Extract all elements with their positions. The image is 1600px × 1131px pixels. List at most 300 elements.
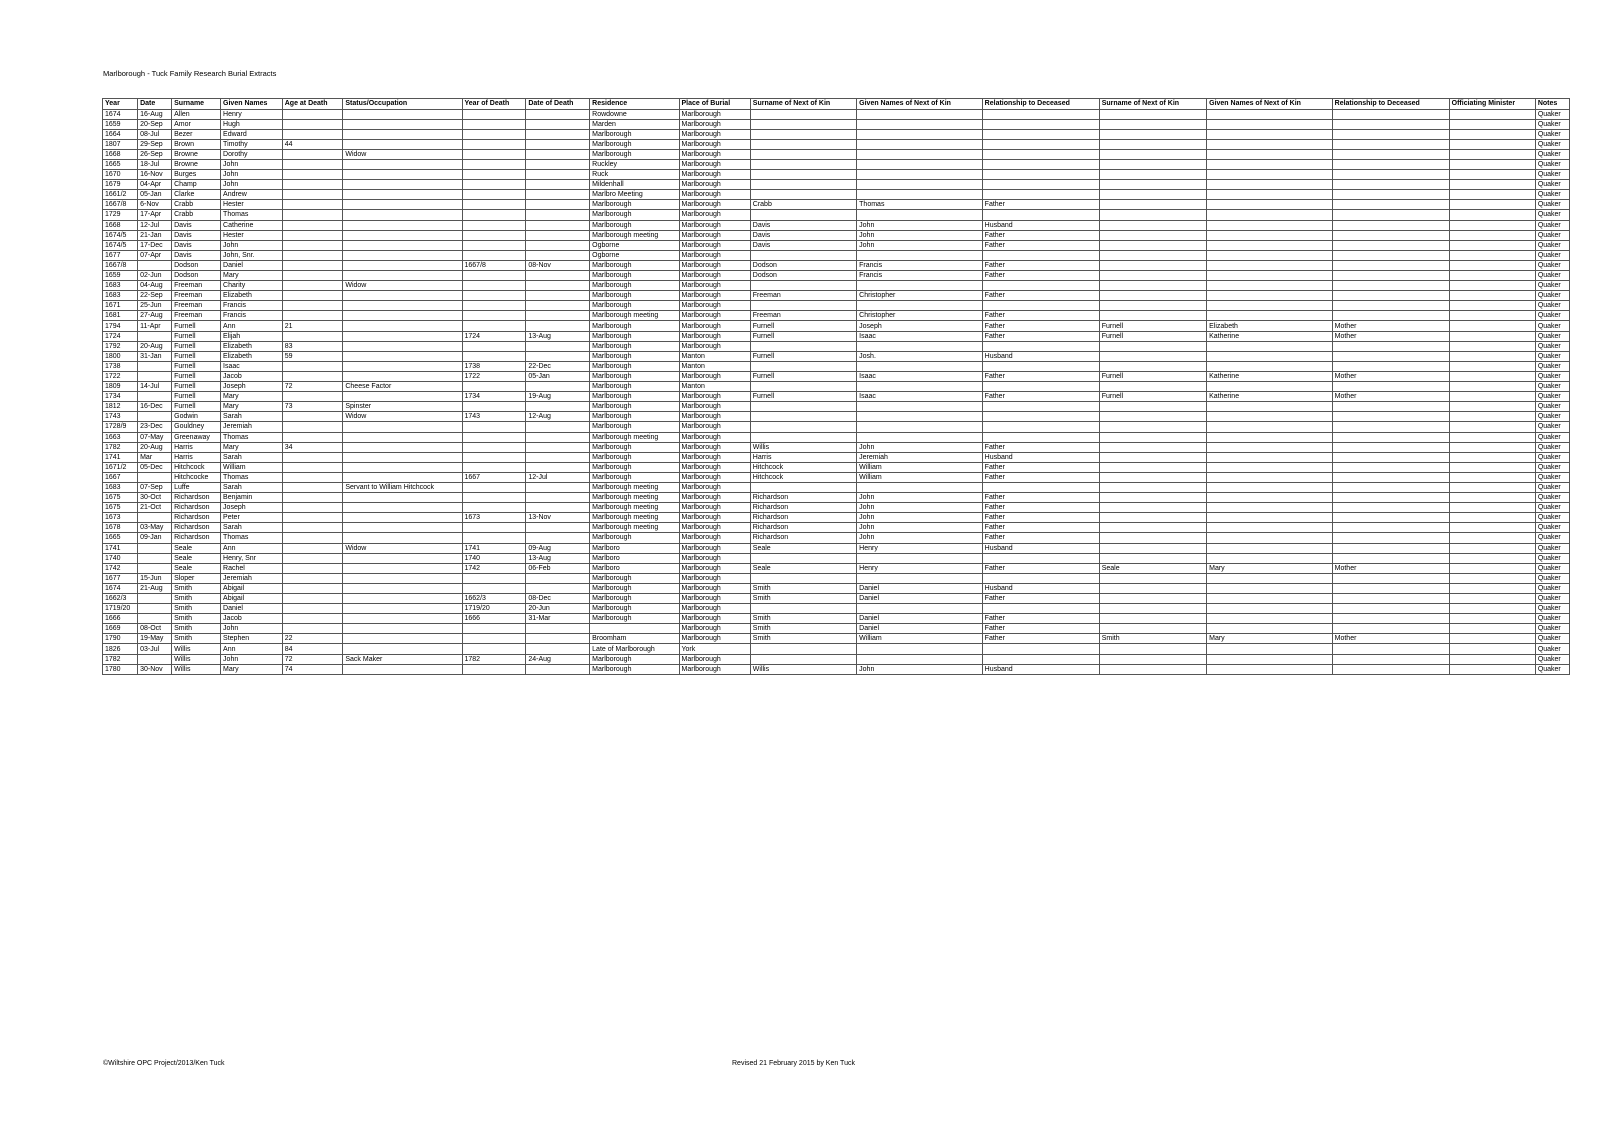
table-cell: Marlborough (679, 271, 750, 281)
table-cell (1099, 240, 1206, 250)
table-cell: 1800 (103, 351, 138, 361)
table-cell: Marlborough (679, 594, 750, 604)
table-cell (1449, 543, 1535, 553)
table-cell (462, 462, 526, 472)
table-cell (526, 422, 590, 432)
table-cell: Christopher (857, 291, 983, 301)
table-cell (343, 422, 462, 432)
table-cell: Marlborough (590, 341, 679, 351)
table-cell: 1679 (103, 180, 138, 190)
table-cell: Quaker (1535, 654, 1569, 664)
table-cell (1332, 432, 1449, 442)
table-cell: Freeman (172, 291, 221, 301)
table-cell (462, 139, 526, 149)
table-cell (1332, 301, 1449, 311)
table-cell: Davis (750, 220, 856, 230)
table-row (103, 573, 1570, 583)
table-cell: 12-Aug (526, 412, 590, 422)
table-cell: 30-Oct (138, 493, 172, 503)
table-row (103, 321, 1570, 331)
column-header: Year (103, 99, 138, 110)
table-cell: Mary (221, 664, 283, 674)
table-cell: Henry (221, 109, 283, 119)
table-row (103, 311, 1570, 321)
table-cell (138, 594, 172, 604)
table-row (103, 583, 1570, 593)
table-cell (462, 432, 526, 442)
table-cell: 11-Apr (138, 321, 172, 331)
table-cell (462, 583, 526, 593)
table-cell: 16-Aug (138, 109, 172, 119)
table-row (103, 240, 1570, 250)
table-cell: Mother (1332, 392, 1449, 402)
table-cell (1332, 271, 1449, 281)
table-cell: 21-Jan (138, 230, 172, 240)
table-cell (857, 301, 983, 311)
table-cell (982, 109, 1099, 119)
table-cell: 1677 (103, 573, 138, 583)
table-cell (462, 291, 526, 301)
table-cell (982, 281, 1099, 291)
table-cell (857, 573, 983, 583)
table-cell: 1671/2 (103, 462, 138, 472)
table-cell (1449, 341, 1535, 351)
table-cell: Furnell (172, 402, 221, 412)
table-cell: Quaker (1535, 230, 1569, 240)
table-cell (1207, 503, 1333, 513)
table-cell (1332, 170, 1449, 180)
table-cell: 07-Apr (138, 250, 172, 260)
table-cell (750, 341, 856, 351)
table-cell (526, 523, 590, 533)
table-cell: 1729 (103, 210, 138, 220)
table-cell: Quaker (1535, 139, 1569, 149)
table-cell: Smith (750, 614, 856, 624)
table-cell: Elizabeth (1207, 321, 1333, 331)
column-header: Officiating Minister (1449, 99, 1535, 110)
table-cell: 07-May (138, 432, 172, 442)
table-cell: Quaker (1535, 432, 1569, 442)
table-cell (1099, 210, 1206, 220)
table-cell: Marlborough (679, 331, 750, 341)
table-row (103, 553, 1570, 563)
table-cell (1099, 170, 1206, 180)
table-cell (857, 149, 983, 159)
table-cell: Marlborough (679, 583, 750, 593)
table-cell (1332, 493, 1449, 503)
table-cell (1332, 664, 1449, 674)
table-cell: 16-Dec (138, 402, 172, 412)
table-cell: Marlborough meeting (590, 523, 679, 533)
table-row (103, 624, 1570, 634)
table-cell: Marlborough (679, 462, 750, 472)
table-cell: Marlborough (590, 382, 679, 392)
table-cell: Father (982, 634, 1099, 644)
table-cell (857, 190, 983, 200)
table-cell: Quaker (1535, 361, 1569, 371)
table-cell: Andrew (221, 190, 283, 200)
table-cell (282, 513, 343, 523)
table-cell: Marlborough (679, 200, 750, 210)
table-cell: Marlborough (590, 402, 679, 412)
table-cell: Quaker (1535, 503, 1569, 513)
table-cell (1099, 493, 1206, 503)
table-cell (1332, 210, 1449, 220)
header-row (103, 99, 1570, 110)
table-cell (1449, 654, 1535, 664)
table-cell: Marlborough (590, 210, 679, 220)
table-cell (857, 210, 983, 220)
table-cell (282, 119, 343, 129)
table-cell: 1792 (103, 341, 138, 351)
table-cell (462, 281, 526, 291)
table-row (103, 260, 1570, 270)
table-row (103, 432, 1570, 442)
table-cell: 1666 (103, 614, 138, 624)
table-cell (750, 119, 856, 129)
table-cell (526, 351, 590, 361)
table-cell (857, 402, 983, 412)
table-cell: Ann (221, 543, 283, 553)
table-cell (1449, 281, 1535, 291)
table-cell (462, 190, 526, 200)
table-cell: Quaker (1535, 664, 1569, 674)
table-cell (1449, 250, 1535, 260)
table-cell (343, 311, 462, 321)
table-cell (462, 109, 526, 119)
table-cell (343, 371, 462, 381)
table-cell: Quaker (1535, 180, 1569, 190)
table-cell (526, 271, 590, 281)
table-cell (526, 482, 590, 492)
table-row (103, 442, 1570, 452)
table-cell: Richardson (750, 493, 856, 503)
table-cell: Richardson (172, 533, 221, 543)
table-cell: 16-Nov (138, 170, 172, 180)
column-header: Notes (1535, 99, 1569, 110)
table-cell (750, 553, 856, 563)
table-cell: Marlborough meeting (590, 432, 679, 442)
table-cell: Quaker (1535, 200, 1569, 210)
table-row (103, 563, 1570, 573)
table-cell (343, 301, 462, 311)
table-cell (526, 291, 590, 301)
table-cell (282, 109, 343, 119)
table-cell (982, 604, 1099, 614)
table-cell (1332, 200, 1449, 210)
table-cell: 1741 (103, 543, 138, 553)
table-cell: 1719/20 (462, 604, 526, 614)
table-cell: Marlborough (679, 664, 750, 674)
table-cell (1207, 139, 1333, 149)
table-cell (750, 159, 856, 169)
table-cell (1449, 442, 1535, 452)
table-cell (1449, 604, 1535, 614)
table-cell (750, 644, 856, 654)
table-cell (982, 341, 1099, 351)
table-cell (857, 341, 983, 351)
table-cell: Joseph (221, 503, 283, 513)
table-cell: Dodson (750, 271, 856, 281)
table-cell (462, 129, 526, 139)
table-cell: Daniel (857, 624, 983, 634)
table-cell (1332, 341, 1449, 351)
table-cell: Marlborough (590, 331, 679, 341)
table-cell: Smith (172, 614, 221, 624)
table-cell: Furnell (172, 321, 221, 331)
table-cell: Marlborough (679, 311, 750, 321)
table-cell (750, 180, 856, 190)
table-cell: 1742 (462, 563, 526, 573)
table-cell (462, 301, 526, 311)
table-cell (1099, 462, 1206, 472)
table-row (103, 250, 1570, 260)
table-cell: Marlborough (679, 432, 750, 442)
table-cell: Widow (343, 149, 462, 159)
table-cell: Mary (221, 402, 283, 412)
table-cell (1099, 291, 1206, 301)
table-cell: Marlborough (679, 180, 750, 190)
table-row (103, 503, 1570, 513)
table-cell: 30-Nov (138, 664, 172, 674)
table-cell: Father (982, 533, 1099, 543)
table-cell: 1724 (103, 331, 138, 341)
table-cell (462, 250, 526, 260)
table-cell (138, 412, 172, 422)
table-cell: Marlborough (679, 472, 750, 482)
table-cell: Henry, Snr (221, 553, 283, 563)
table-cell (982, 402, 1099, 412)
table-cell: Richardson (750, 503, 856, 513)
table-cell (526, 139, 590, 149)
table-cell (526, 452, 590, 462)
table-cell (526, 402, 590, 412)
table-cell: Thomas (221, 472, 283, 482)
table-cell (1207, 523, 1333, 533)
table-cell (1207, 281, 1333, 291)
table-cell (526, 119, 590, 129)
table-cell (526, 220, 590, 230)
table-cell: Marlborough (679, 230, 750, 240)
table-cell: Elizabeth (221, 341, 283, 351)
table-cell: Widow (343, 281, 462, 291)
table-cell: 1665 (103, 533, 138, 543)
table-cell (1099, 604, 1206, 614)
table-cell (750, 573, 856, 583)
table-cell (1207, 583, 1333, 593)
table-cell: 1674/5 (103, 240, 138, 250)
table-cell: 1666 (462, 614, 526, 624)
table-cell: Furnell (172, 351, 221, 361)
table-cell (526, 462, 590, 472)
burial-extracts-table (102, 98, 1570, 675)
table-cell (526, 180, 590, 190)
column-header: Age at Death (282, 99, 343, 110)
table-cell (1099, 351, 1206, 361)
table-cell: Catherine (221, 220, 283, 230)
table-cell: Marlborough (679, 291, 750, 301)
table-cell: Christopher (857, 311, 983, 321)
table-cell (462, 341, 526, 351)
table-cell (1207, 230, 1333, 240)
table-cell: Husband (982, 351, 1099, 361)
table-cell (1332, 654, 1449, 664)
table-cell: Marlborough (679, 149, 750, 159)
table-cell (982, 482, 1099, 492)
table-cell: Marlborough (590, 664, 679, 674)
table-cell: Husband (982, 583, 1099, 593)
table-cell (343, 159, 462, 169)
table-cell: 12-Jul (138, 220, 172, 230)
table-cell: 18-Jul (138, 159, 172, 169)
table-cell: 1678 (103, 523, 138, 533)
table-cell (343, 462, 462, 472)
table-cell: Quaker (1535, 351, 1569, 361)
table-cell (1099, 149, 1206, 159)
table-cell: Smith (172, 594, 221, 604)
table-cell: 1807 (103, 139, 138, 149)
table-cell (982, 432, 1099, 442)
table-cell (526, 109, 590, 119)
table-cell (1449, 139, 1535, 149)
table-cell: Marlborough (679, 563, 750, 573)
table-cell (1332, 281, 1449, 291)
table-cell: 20-Aug (138, 341, 172, 351)
table-cell: Manton (679, 351, 750, 361)
table-cell (282, 452, 343, 462)
table-cell: Hitchcocke (172, 472, 221, 482)
table-cell: 1670 (103, 170, 138, 180)
table-cell (1099, 432, 1206, 442)
table-cell: Mary (1207, 634, 1333, 644)
table-cell: 05-Jan (526, 371, 590, 381)
table-cell: 1664 (103, 129, 138, 139)
table-cell: Hitchcock (750, 472, 856, 482)
table-cell (750, 432, 856, 442)
table-row (103, 129, 1570, 139)
table-cell (1207, 170, 1333, 180)
table-cell (1207, 129, 1333, 139)
table-cell: Mary (221, 392, 283, 402)
table-cell: Quaker (1535, 543, 1569, 553)
table-cell: 09-Aug (526, 543, 590, 553)
table-cell (1099, 260, 1206, 270)
table-cell: Richardson (172, 493, 221, 503)
table-cell (1099, 341, 1206, 351)
table-cell: Dodson (750, 260, 856, 270)
table-cell (750, 210, 856, 220)
table-cell (282, 281, 343, 291)
table-cell (282, 371, 343, 381)
table-row (103, 462, 1570, 472)
table-cell: 1677 (103, 250, 138, 260)
table-cell (1449, 392, 1535, 402)
table-cell (1332, 442, 1449, 452)
table-cell: Furnell (1099, 392, 1206, 402)
table-cell (138, 361, 172, 371)
table-cell: 19-Aug (526, 392, 590, 402)
table-cell (1099, 523, 1206, 533)
table-cell: Mary (221, 442, 283, 452)
table-cell (750, 190, 856, 200)
table-cell (1449, 291, 1535, 301)
table-cell: Davis (750, 240, 856, 250)
table-cell: John, Snr. (221, 250, 283, 260)
table-cell: Marlborough meeting (590, 482, 679, 492)
table-cell (343, 604, 462, 614)
table-cell (750, 109, 856, 119)
table-cell (1332, 533, 1449, 543)
table-cell: 05-Dec (138, 462, 172, 472)
table-cell: Crabb (172, 200, 221, 210)
table-cell (1207, 382, 1333, 392)
table-cell: Harris (172, 452, 221, 462)
table-cell: Isaac (857, 371, 983, 381)
table-cell: Benjamin (221, 493, 283, 503)
table-cell (282, 523, 343, 533)
table-cell: Katherine (1207, 392, 1333, 402)
table-cell (138, 543, 172, 553)
table-cell (1207, 624, 1333, 634)
table-cell (1099, 553, 1206, 563)
table-cell (1099, 624, 1206, 634)
table-row (103, 281, 1570, 291)
table-row (103, 341, 1570, 351)
table-cell: Quaker (1535, 170, 1569, 180)
table-cell (1099, 311, 1206, 321)
table-cell (282, 604, 343, 614)
table-cell: Marlborough (679, 614, 750, 624)
table-cell (857, 382, 983, 392)
table-row (103, 543, 1570, 553)
table-cell (138, 392, 172, 402)
table-cell (462, 422, 526, 432)
table-cell (1207, 614, 1333, 624)
table-cell: Quaker (1535, 392, 1569, 402)
table-cell: Marlborough (679, 634, 750, 644)
table-cell (1449, 594, 1535, 604)
table-cell (526, 149, 590, 159)
table-cell (1332, 402, 1449, 412)
table-cell (857, 139, 983, 149)
table-row (103, 382, 1570, 392)
table-cell (462, 159, 526, 169)
table-cell: John (221, 654, 283, 664)
table-cell (857, 129, 983, 139)
table-cell: Marlborough (679, 220, 750, 230)
table-cell: Quaker (1535, 281, 1569, 291)
table-cell: John (221, 240, 283, 250)
table-cell (1099, 482, 1206, 492)
table-cell: Charity (221, 281, 283, 291)
table-cell (1449, 462, 1535, 472)
table-cell (462, 311, 526, 321)
table-cell (526, 210, 590, 220)
table-cell (1099, 301, 1206, 311)
column-header: Surname of Next of Kin (750, 99, 856, 110)
table-cell: Father (982, 200, 1099, 210)
table-row (103, 139, 1570, 149)
table-cell: Rowdowne (590, 109, 679, 119)
table-cell: Daniel (857, 594, 983, 604)
table-cell (462, 452, 526, 462)
table-cell: Marlborough (679, 210, 750, 220)
table-cell (1332, 129, 1449, 139)
table-cell (1099, 594, 1206, 604)
table-cell: Marlborough (590, 594, 679, 604)
table-cell (857, 361, 983, 371)
table-cell: Marlborough (679, 281, 750, 291)
